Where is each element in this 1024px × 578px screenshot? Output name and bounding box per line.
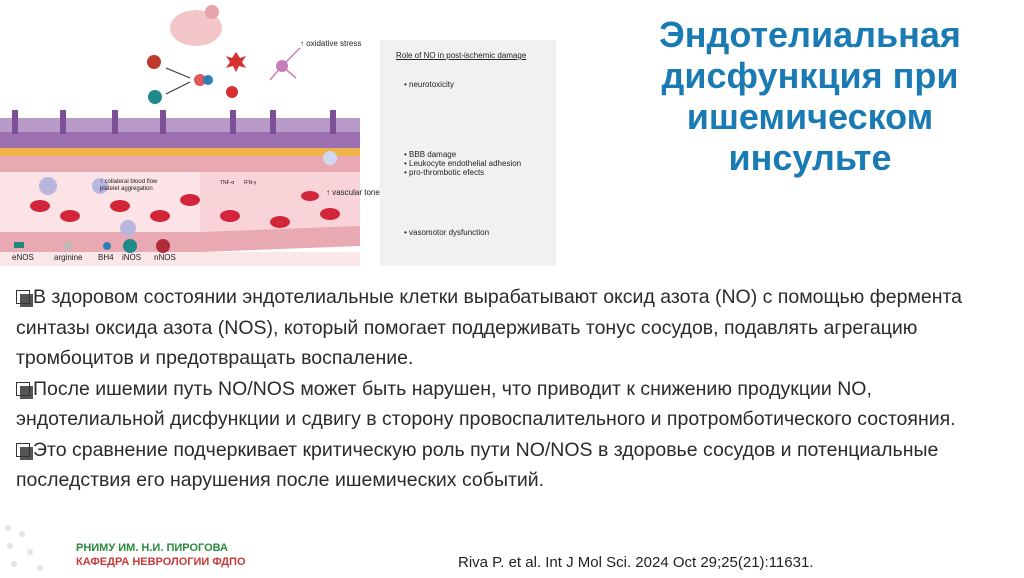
collateral-label: ↑ collateral blood flow <box>100 179 158 185</box>
checkbox-bullet-icon <box>16 290 30 304</box>
item-leukocyte: • Leukocyte endothelial adhesion <box>404 159 522 168</box>
item-vasomotor: • vasomotor dysfunction <box>404 228 490 237</box>
item-neurotoxicity-text: neurotoxicity <box>409 80 454 89</box>
bullet-text: В здоровом состоянии эндотелиальные клетки вырабатывают оксид азота (NO) с помощью фермента синтазы оксида азота (NOS), который помогает поддерживать тонус сосудов, подавлять агрегацию тромбоцитов и предотвращать воспаление. <box>16 286 963 369</box>
decorative-dots <box>0 520 70 578</box>
item-bbb-text: BBB damage <box>409 150 457 159</box>
bullet-item <box>16 282 1016 374</box>
item-thrombotic: • pro-thrombotic efects <box>404 168 485 177</box>
checkbox-bullet-icon <box>16 443 30 457</box>
ifn-label: IFN-γ <box>244 180 257 186</box>
item-leukocyte-text: Leukocyte endothelial adhesion <box>409 159 522 168</box>
oxidative-stress-label: ↑ oxidative stress <box>300 39 362 48</box>
figure-no-role <box>0 0 556 268</box>
item-neurotoxicity: • neurotoxicity <box>404 80 454 89</box>
legend-inos: iNOS <box>122 253 142 262</box>
bullet-item <box>16 374 1016 435</box>
figure-heading: Role of NO in post-ischemic damage <box>396 51 527 60</box>
vascular-tone-label: ↑ vascular tone <box>326 188 380 197</box>
checkbox-bullet-icon <box>16 382 30 396</box>
legend-enos: eNOS <box>12 253 34 262</box>
organization-name <box>76 541 246 569</box>
tnf-label: TNF-α <box>220 180 235 186</box>
bullet-list <box>16 282 1016 496</box>
platelet-label: platelet aggregation <box>100 186 153 192</box>
legend-arginine: arginine <box>54 253 83 262</box>
bullet-item <box>16 435 1016 496</box>
org-line1: РНИМУ ИМ. Н.И. ПИРОГОВА <box>76 542 228 554</box>
org-line2: КАФЕДРА НЕВРОЛОГИИ ФДПО <box>76 556 246 568</box>
item-thrombotic-text: pro-thrombotic efects <box>409 168 485 177</box>
legend-bh4: BH4 <box>98 253 114 262</box>
bullet-text: Это сравнение подчеркивает критическую роль пути NO/NOS в здоровье сосудов и потенциальные последствия его нарушения после ишемических событий. <box>16 438 939 491</box>
bullet-text: После ишемии путь NO/NOS может быть нарушен, что приводит к снижению продукции NO, эндотелиальной дисфункции и сдвигу в сторону провоспалительного и протромботического состояния. <box>16 377 956 430</box>
citation: Riva P. et al. Int J Mol Sci. 2024 Oct 29;25(21):11631. <box>458 554 814 571</box>
item-bbb: • BBB damage <box>404 150 457 159</box>
legend-nnos: nNOS <box>154 253 176 262</box>
item-vasomotor-text: vasomotor dysfunction <box>409 228 490 237</box>
slide-title: Эндотелиальная дисфункция при ишемическом инсульте <box>659 14 961 178</box>
